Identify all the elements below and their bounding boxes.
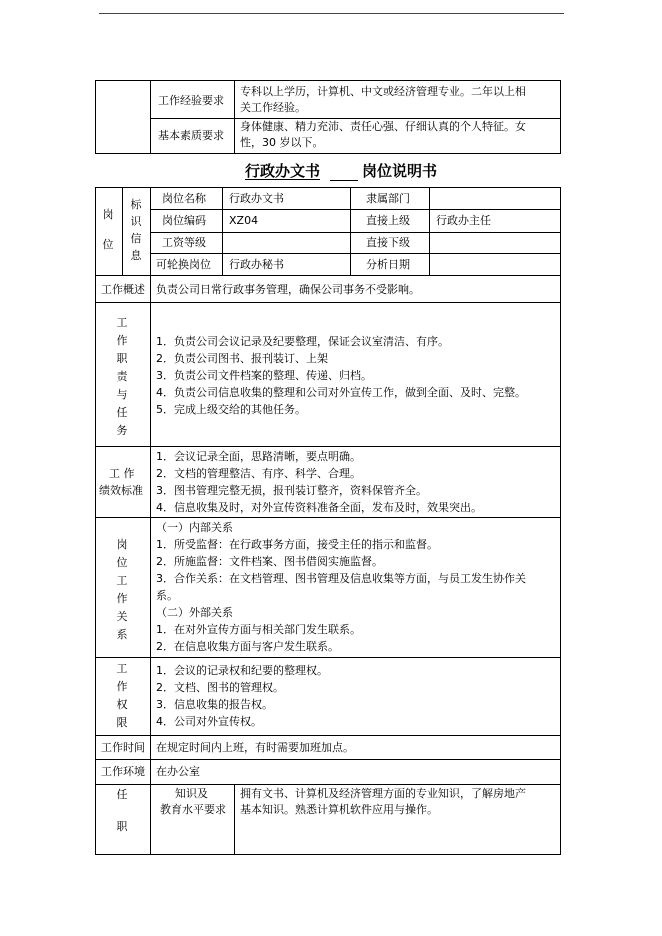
analysis-date-label: 分析日期 (366, 258, 410, 271)
position-code-value: XZ04 (229, 214, 259, 227)
position-side-label: 岗 位 (102, 208, 114, 251)
list-item: 4．公司对外宣传权。 (156, 715, 262, 728)
work-env-label: 工作环境 (101, 765, 145, 778)
list-item: 3．信息收集的报告权。 (156, 698, 273, 711)
performance-label-line-1: 工 作 (109, 467, 135, 480)
duties-label: 工 作 职 责 与 任 务 (116, 316, 128, 437)
qualification-text-line-2: 基本知识。熟悉计算机软件应用与操作。 (240, 803, 438, 816)
title-position-name: 行政办文书 (245, 162, 321, 180)
performance-label-line-2: 绩效标准 (99, 484, 143, 497)
direct-superior-value: 行政办主任 (436, 214, 491, 227)
authority-label: 工 作 权 限 (116, 662, 128, 729)
header-rule (99, 13, 564, 14)
overview-label: 工作概述 (101, 283, 145, 296)
list-item: 3．图书管理完整无损，报刊装订整齐，资料保管齐全。 (156, 484, 427, 497)
position-code-label: 岗位编码 (162, 214, 206, 227)
list-item: 1．会议的记录权和纪要的整理权。 (156, 664, 328, 677)
list-item: （二）外部关系 (156, 606, 233, 619)
list-item: 2．文档、图书的管理权。 (156, 681, 284, 694)
list-item: 系。 (156, 589, 178, 602)
title-underline-gap (330, 180, 358, 181)
qualification-sub-label-line-2: 教育水平要求 (160, 803, 226, 816)
relations-list (156, 519, 526, 655)
rotation-position-label: 可轮换岗位 (156, 258, 211, 271)
list-item: 5．完成上级交给的其他任务。 (156, 403, 306, 416)
list-item: 2．文档的管理整洁、有序、科学、合理。 (156, 467, 361, 480)
list-item: 1．所受监督：在行政事务方面，接受主任的指示和监督。 (156, 538, 438, 551)
identity-info-label: 标 识 信 息 (130, 198, 142, 262)
list-item: 2．所施监督：文件档案、图书借阅实施监督。 (156, 555, 383, 568)
experience-requirement-line-1: 专科以上学历，计算机、中文或经济管理专业。二年以上相 (240, 85, 526, 98)
list-item: 4．负责公司信息收集的整理和公司对外宣传工作，做到全面、及时、完整。 (156, 386, 526, 399)
direct-subordinate-label: 直接下级 (366, 236, 410, 249)
duties-list (156, 333, 526, 418)
list-item: 3．负责公司文件档案的整理、传递、归档。 (156, 369, 372, 382)
list-item: 4．信息收集及时，对外宣传资料准备全面，发布及时，效果突出。 (156, 501, 482, 514)
position-name-value: 行政办文书 (229, 192, 284, 205)
overview-text: 负责公司日常行政事务管理，确保公司事务不受影响。 (156, 283, 420, 296)
basic-quality-label: 基本素质要求 (158, 129, 224, 142)
qualification-sub-label-line-1: 知识及 (175, 787, 208, 800)
list-item: 1．负责公司会议记录及纪要整理，保证会议室清洁、有序。 (156, 335, 449, 348)
basic-quality-line-1: 身体健康、精力充沛、责任心强、仔细认真的个人特征。女 (240, 120, 526, 133)
department-label: 隶属部门 (366, 192, 410, 205)
list-item: 3．合作关系：在文档管理、图书管理及信息收集等方面，与员工发生协作关 (156, 572, 526, 585)
list-item: 1．在对外宣传方面与相关部门发生联系。 (156, 623, 361, 636)
salary-grade-label: 工资等级 (162, 236, 206, 249)
work-env-text: 在办公室 (156, 765, 200, 778)
performance-list (156, 448, 482, 516)
rotation-position-value: 行政办秘书 (229, 258, 284, 271)
work-time-label: 工作时间 (101, 741, 145, 754)
basic-quality-line-2: 性，30 岁以下。 (240, 136, 324, 149)
list-item: 2．负责公司图书、报刊装订、上架 (156, 352, 328, 365)
list-item: 2．在信息收集方面与客户发生联系。 (156, 640, 339, 653)
list-item: （一）内部关系 (156, 521, 233, 534)
relations-label: 岗 位 工 作 关 系 (116, 538, 128, 641)
authority-list (156, 662, 328, 730)
position-name-label: 岗位名称 (162, 192, 206, 205)
experience-requirement-label: 工作经验要求 (158, 94, 224, 107)
experience-requirement-line-2: 关工作经验。 (240, 101, 306, 114)
work-time-text: 在规定时间内上班，有时需要加班加点。 (156, 741, 354, 754)
qualification-label: 任 职 (116, 788, 128, 833)
list-item: 1．会议记录全面，思路清晰，要点明确。 (156, 450, 361, 463)
title-doc-type: 岗位说明书 (362, 162, 438, 180)
direct-superior-label: 直接上级 (366, 214, 410, 227)
qualification-text-line-1: 拥有文书、计算机及经济管理方面的专业知识，了解房地产 (240, 787, 526, 800)
